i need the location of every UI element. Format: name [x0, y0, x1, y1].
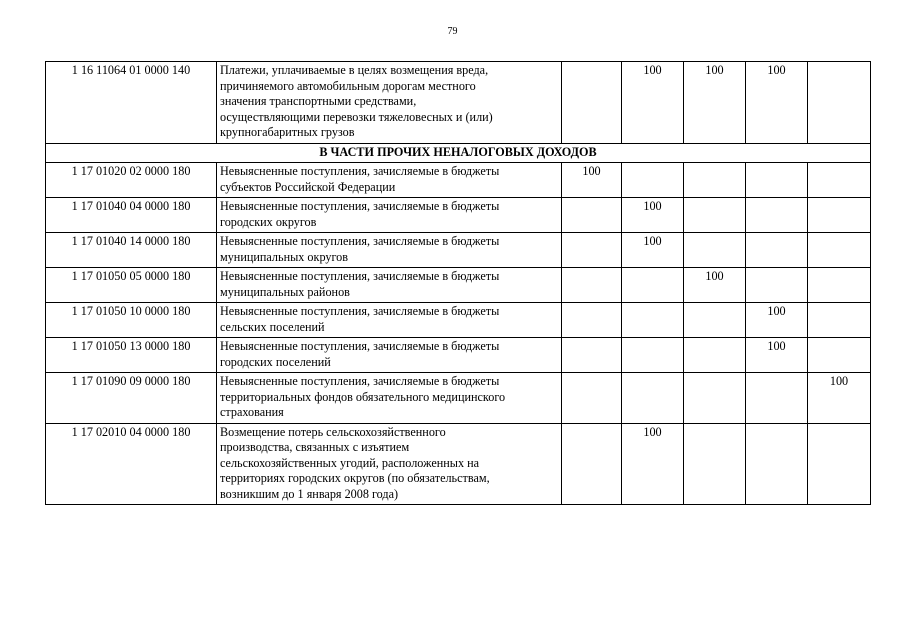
- distribution-percent-cell: 100: [746, 303, 808, 338]
- distribution-percent-cell: [746, 373, 808, 424]
- section-header-row: [46, 143, 871, 163]
- distribution-percent-cell: 100: [684, 62, 746, 144]
- description-line: Платежи, уплачиваемые в целях возмещения вреда,: [220, 63, 489, 77]
- distribution-percent-cell: [746, 423, 808, 505]
- revenue-description: [217, 62, 562, 144]
- description-line: Невыясненные поступления, зачисляемые в бюджеты: [220, 374, 500, 388]
- budget-classification-code: 1 17 01050 13 0000 180: [46, 338, 217, 373]
- distribution-percent-cell: 100: [622, 423, 684, 505]
- distribution-percent-cell: [684, 373, 746, 424]
- table-row: [46, 62, 871, 144]
- distribution-percent-cell: 100: [622, 198, 684, 233]
- distribution-percent-cell: [808, 303, 871, 338]
- revenue-description: [217, 163, 562, 198]
- distribution-percent-cell: [808, 198, 871, 233]
- description-line: производства, связанных с изъятием: [220, 440, 410, 454]
- distribution-percent-cell: [562, 338, 622, 373]
- description-line: Невыясненные поступления, зачисляемые в бюджеты: [220, 164, 500, 178]
- budget-classification-code: 1 17 01040 04 0000 180: [46, 198, 217, 233]
- distribution-percent-cell: [746, 233, 808, 268]
- table-body: [46, 62, 871, 505]
- distribution-percent-cell: [808, 423, 871, 505]
- description-line: территориях городских округов (по обязательствам,: [220, 471, 490, 485]
- table-row: [46, 198, 871, 233]
- budget-classification-code: 1 17 01090 09 0000 180: [46, 373, 217, 424]
- distribution-percent-cell: [808, 62, 871, 144]
- description-line: территориальных фондов обязательного медицинского: [220, 389, 506, 404]
- revenue-description: [217, 233, 562, 268]
- distribution-percent-cell: [562, 303, 622, 338]
- distribution-percent-cell: [562, 198, 622, 233]
- distribution-percent-cell: 100: [622, 62, 684, 144]
- description-line: городских округов: [220, 214, 317, 229]
- distribution-percent-cell: [684, 423, 746, 505]
- distribution-percent-cell: 100: [746, 338, 808, 373]
- distribution-percent-cell: [562, 233, 622, 268]
- description-line: причиняемого автомобильным дорогам местного: [220, 78, 476, 93]
- description-line: значения транспортными средствами,: [220, 94, 417, 108]
- revenue-description: [217, 303, 562, 338]
- description-line: Невыясненные поступления, зачисляемые в бюджеты: [220, 199, 500, 213]
- distribution-percent-cell: [684, 303, 746, 338]
- description-line: Возмещение потерь сельскохозяйственного: [220, 424, 446, 439]
- budget-classification-code: 1 17 01050 10 0000 180: [46, 303, 217, 338]
- budget-classification-code: 1 17 02010 04 0000 180: [46, 423, 217, 505]
- description-line: Невыясненные поступления, зачисляемые в бюджеты: [220, 339, 500, 353]
- description-line: городских поселений: [220, 354, 331, 369]
- distribution-percent-cell: [562, 62, 622, 144]
- table-row: [46, 338, 871, 373]
- distribution-percent-cell: [684, 198, 746, 233]
- revenue-description: [217, 198, 562, 233]
- description-line: крупногабаритных грузов: [220, 125, 355, 139]
- description-line: сельскохозяйственных угодий, расположенных на: [220, 455, 480, 470]
- distribution-percent-cell: [562, 268, 622, 303]
- description-line: Невыясненные поступления, зачисляемые в бюджеты: [220, 304, 500, 318]
- distribution-percent-cell: 100: [746, 62, 808, 144]
- budget-classification-code: 1 16 11064 01 0000 140: [46, 62, 217, 144]
- description-line: муниципальных округов: [220, 249, 349, 264]
- revenue-description: [217, 268, 562, 303]
- distribution-percent-cell: [746, 163, 808, 198]
- description-line: Невыясненные поступления, зачисляемые в бюджеты: [220, 234, 500, 248]
- budget-classification-code: 1 17 01050 05 0000 180: [46, 268, 217, 303]
- section-title: В ЧАСТИ ПРОЧИХ НЕНАЛОГОВЫХ ДОХОДОВ: [46, 143, 871, 163]
- table-row: [46, 163, 871, 198]
- distribution-percent-cell: [684, 338, 746, 373]
- distribution-percent-cell: [808, 163, 871, 198]
- budget-classification-code: 1 17 01040 14 0000 180: [46, 233, 217, 268]
- revenue-description: [217, 373, 562, 424]
- description-line: субъектов Российской Федерации: [220, 179, 396, 194]
- table-row: [46, 303, 871, 338]
- distribution-percent-cell: [808, 233, 871, 268]
- distribution-percent-cell: [622, 338, 684, 373]
- distribution-percent-cell: 100: [808, 373, 871, 424]
- page-number: 79: [447, 26, 458, 37]
- distribution-percent-cell: [746, 198, 808, 233]
- distribution-percent-cell: [808, 268, 871, 303]
- distribution-percent-cell: [562, 373, 622, 424]
- revenue-description: [217, 423, 562, 505]
- distribution-percent-cell: 100: [562, 163, 622, 198]
- description-line: сельских поселений: [220, 319, 325, 334]
- distribution-percent-cell: [808, 338, 871, 373]
- revenue-distribution-table: [45, 61, 871, 505]
- budget-classification-code: 1 17 01020 02 0000 180: [46, 163, 217, 198]
- distribution-percent-cell: [622, 373, 684, 424]
- table-row: [46, 268, 871, 303]
- table-row: [46, 373, 871, 424]
- description-line: страхования: [220, 405, 284, 419]
- table-row: [46, 423, 871, 505]
- description-line: Невыясненные поступления, зачисляемые в бюджеты: [220, 269, 500, 283]
- description-line: муниципальных районов: [220, 284, 350, 299]
- distribution-percent-cell: [684, 233, 746, 268]
- distribution-percent-cell: [684, 163, 746, 198]
- distribution-percent-cell: [622, 303, 684, 338]
- description-line: осуществляющими перевозки тяжеловесных и (или): [220, 109, 493, 124]
- description-line: возникшим до 1 января 2008 года): [220, 486, 399, 501]
- revenue-description: [217, 338, 562, 373]
- distribution-percent-cell: 100: [622, 233, 684, 268]
- distribution-percent-cell: 100: [684, 268, 746, 303]
- distribution-percent-cell: [562, 423, 622, 505]
- table-row: [46, 233, 871, 268]
- distribution-percent-cell: [622, 163, 684, 198]
- distribution-percent-cell: [746, 268, 808, 303]
- distribution-percent-cell: [622, 268, 684, 303]
